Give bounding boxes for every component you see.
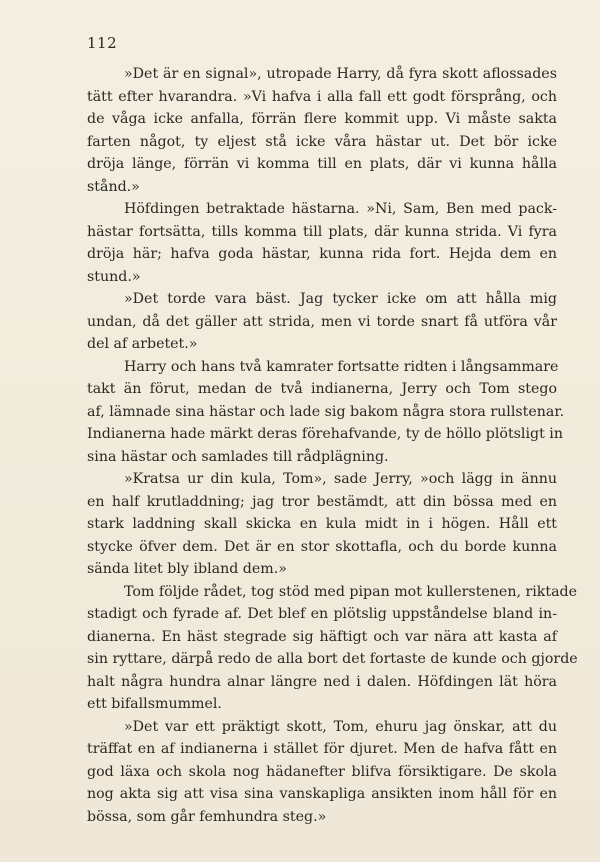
text-line: Tom följde rådet, tog stöd med pipan mot kullerstenen, riktade <box>124 583 578 600</box>
text-line: stark laddning skall skicka en kula midt in i högen. Håll ett <box>87 516 557 532</box>
text-line: Indianerna hade märkt deras förehafvande, ty de höllo plötsligt in <box>87 426 563 442</box>
text-line: bössa, som går femhundra steg.» <box>87 808 327 825</box>
text-line: »Kratsa ur din kula, Tom», sade Jerry, »och lägg in ännu <box>124 471 557 487</box>
page-number: 112 <box>87 34 118 52</box>
text-line: »Det var ett präktigt skott, Tom, ehuru jag önskar, att du <box>124 718 557 735</box>
text-line: dröja här; hafva goda hästar, kunna rida fort. Hejda dem en <box>87 246 557 262</box>
text-line: träffat en af indianerna i stället för djuret. Men de hafva fått en <box>87 741 557 757</box>
text-line: sina hästar och samlades till rådplägning. <box>87 448 389 465</box>
text-line: Höfdingen betraktade hästarna. »Ni, Sam, Ben med pack- <box>124 201 557 217</box>
text-line: en half krutladdning; jag tror bestämdt, att din bössa med en <box>87 493 557 510</box>
text-line: farten något, ty eljest stå icke våra hästar ut. Det bör icke <box>87 133 557 150</box>
text-line: Harry och hans två kamrater fortsatte ridten i långsammare <box>124 358 559 375</box>
text-line: de våga icke anfalla, förrän flere kommit upp. Vi måste sakta <box>87 111 557 127</box>
text-line: halt några hundra alnar längre ned i dalen. Höfdingen lät höra <box>87 673 557 690</box>
text-line: stycke öfver dem. Det är en stor skottafla, och du borde kunna <box>87 538 557 555</box>
text-line: dianerna. En häst stegrade sig häftigt och var nära att kasta af <box>87 628 557 645</box>
text-line: stadigt och fyrade af. Det blef en plötslig uppståndelse bland in- <box>87 606 557 622</box>
text-line: dröja länge, förrän vi komma till en plats, där vi kunna hålla <box>87 156 557 172</box>
text-line: stund.» <box>87 268 141 285</box>
text-line: del af arbetet.» <box>87 336 198 352</box>
text-line: god läxa och skola nog hädanefter blifva försiktigare. De skola <box>87 763 557 780</box>
text-line: »Det är en signal», utropade Harry, då fyra skott aflossades <box>124 66 557 82</box>
text-line: hästar fortsätta, tills komma till plats, där kunna strida. Vi fyra <box>87 223 557 240</box>
text-line: stånd.» <box>87 178 140 195</box>
text-line: sända litet bly ibland dem.» <box>87 561 287 577</box>
text-line: sin ryttare, därpå redo de alla bort det fortaste de kunde och gjorde <box>87 651 578 667</box>
body-text <box>87 63 578 828</box>
text-line: undan, då det gäller att strida, men vi torde snart få utföra vår <box>87 313 557 330</box>
text-line: nog akta sig att visa sina vanskapliga ansikten inom håll för en <box>87 786 557 802</box>
text-line: ett bifallsmummel. <box>87 696 222 712</box>
text-line: takt än förut, medan de två indianerna, Jerry och Tom stego <box>87 381 557 397</box>
text-line: af, lämnade sina hästar och lade sig bakom några stora rullstenar. <box>87 403 565 420</box>
text-line: »Det torde vara bäst. Jag tycker icke om att hålla mig <box>124 291 557 307</box>
text-line: tätt efter hvarandra. »Vi hafva i alla fall ett godt försprång, och <box>87 88 557 105</box>
